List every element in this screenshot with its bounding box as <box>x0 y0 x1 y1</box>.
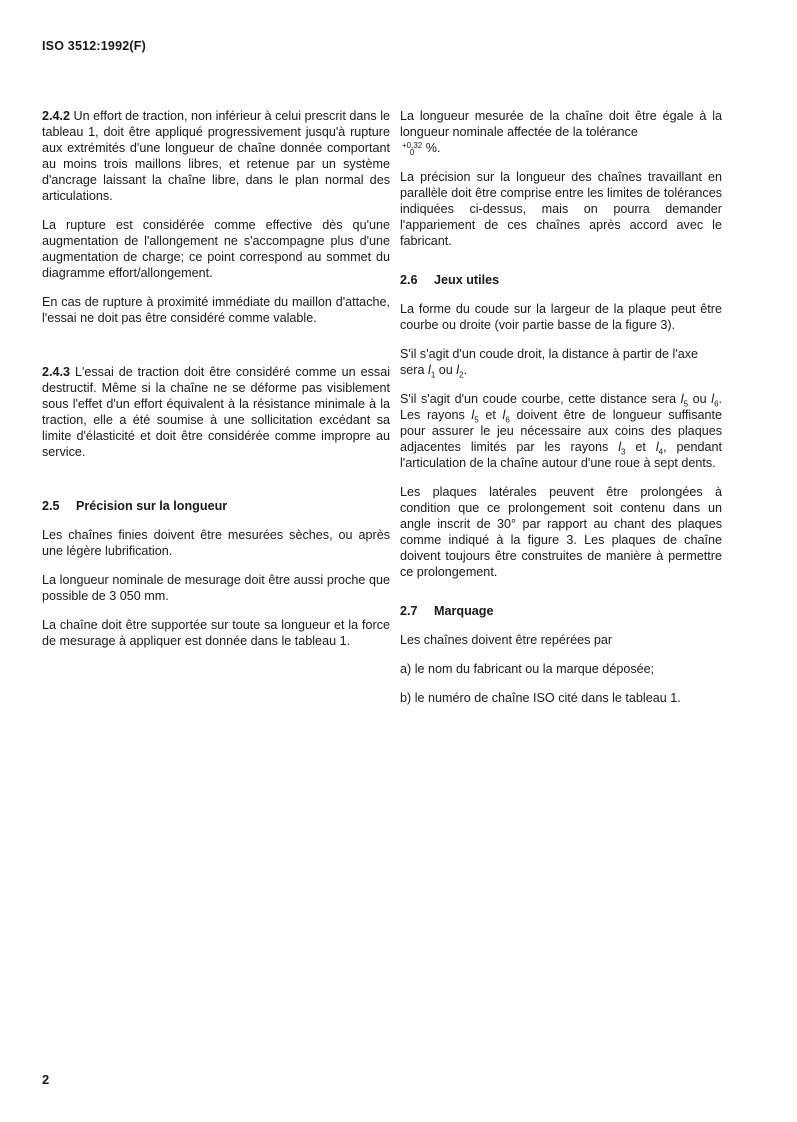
paragraph-text: , pendant l'articulation de la chaîne autour d'une roue à sept dents. <box>400 440 723 470</box>
tolerance-lower: 0 <box>409 147 415 157</box>
left-column <box>42 108 390 649</box>
paragraph-text: La longueur mesurée de la chaîne doit être égale à la longueur nominale affectée de la tolérance <box>400 109 722 139</box>
paragraph-text: S'il s'agit d'un coude droit, la distance à partir de l'axe sera <box>400 347 699 377</box>
subscript: 6 <box>714 399 719 409</box>
punctuation: . <box>718 392 723 406</box>
paragraph-text: L'essai de traction doit être considéré comme un essai destructif. Même si la chaîne ne se déforme pas visiblement sous l'effet d'un effort équivalent à la résistance minimale à la traction, elle a été soumise à une sollicitation excédant sa limite d'élasticité et doit être considérée comme impropre au service. <box>42 365 390 459</box>
symbol-l: l <box>428 363 431 377</box>
symbol-l: l <box>711 392 715 406</box>
section-heading-2-5 <box>42 498 390 514</box>
paragraph-text: Les rayons <box>400 408 465 422</box>
conjunction: et <box>635 440 646 454</box>
subscript: 5 <box>683 399 689 409</box>
paragraph-text: Un effort de traction, non inférieur à celui prescrit dans le tableau 1, doit être appliqué progressivement jusqu'à rupture aux extrémités d'une longueur de chaîne donnée comportant au moins trois maillons libres, et retenue par un système d'ancrage laissant la chaîne libre, dans le plan normal des articulations. <box>42 109 390 203</box>
paragraph-plaques-laterales: Les plaques latérales peuvent être prolongées à condition que ce prolongement soit contenu dans un angle inscrit de 30° par rapport au chant des plaques comme indiqué à la figure 3. Les plaques de chaîne doivent toujours être construites de manière à permettre ce prolongement. <box>400 485 722 579</box>
section-title: Marquage <box>434 604 494 618</box>
section-heading-2-7 <box>400 603 722 619</box>
subscript: 6 <box>505 415 510 425</box>
punctuation: . <box>463 363 468 377</box>
standard-header: ISO 3512:1992(F) <box>42 39 146 53</box>
subscript: 5 <box>474 415 479 425</box>
paragraph-reperees: Les chaînes doivent être repérées par <box>400 633 613 647</box>
paragraph-text: doivent être de longueur suffisante pour assurer le jeu nécessaire aux coins des plaques adjacentes limités par les rayons <box>400 408 723 454</box>
tolerance-unit: %. <box>425 141 441 155</box>
clause-number: 2.4.3 <box>42 365 71 379</box>
list-item-a: a) le nom du fabricant ou la marque déposée; <box>400 662 655 676</box>
paragraph-forme-coude: La forme du coude sur la largeur de la plaque peut être courbe ou droite (voir partie basse de la figure 3). <box>400 302 722 332</box>
paragraph-2-4-3 <box>42 364 390 460</box>
paragraph-rupture: La rupture est considérée comme effective dès qu'une augmentation de l'allongement ne s'accompagne plus d'une augmentation de charge; ce point correspond au sommet du diagramme effort/allongement. <box>42 218 390 280</box>
paragraph-longueur-mesuree <box>400 108 722 156</box>
paragraph-2-4-2 <box>42 108 390 204</box>
subscript: 1 <box>430 370 436 380</box>
section-title: Précision sur la longueur <box>76 499 228 513</box>
symbol-l: l <box>680 392 684 406</box>
paragraph-chaines-finies: Les chaînes finies doivent être mesurées sèches, ou après une légère lubrification. <box>42 528 390 558</box>
clause-number: 2.4.2 <box>42 109 71 123</box>
section-title: Jeux utiles <box>434 273 500 287</box>
paragraph-coude-courbe <box>400 391 722 471</box>
symbol-l: l <box>456 363 460 377</box>
subscript: 3 <box>621 447 626 457</box>
tolerance-upper: +0,32 <box>402 140 423 150</box>
subscript: 4 <box>658 447 664 457</box>
subscript: 2 <box>459 370 464 380</box>
conjunction: et <box>485 408 496 422</box>
section-heading-2-6 <box>400 272 722 288</box>
paragraph-longueur-nominale: La longueur nominale de mesurage doit être aussi proche que possible de 3 050 mm. <box>42 573 390 603</box>
symbol-l: l <box>471 408 475 422</box>
section-number: 2.5 <box>42 499 60 513</box>
paragraph-chaine-supportee: La chaîne doit être supportée sur toute sa longueur et la force de mesurage à appliquer est donnée dans le tableau 1. <box>42 618 390 648</box>
tolerance-value <box>402 142 422 156</box>
paragraph-text: S'il s'agit d'un coude courbe, cette distance sera <box>400 392 677 406</box>
paragraph-precision-parallele: La précision sur la longueur des chaînes travaillant en parallèle doit être comprise entre les limites de tolérances indiquées ci-dessus, mais on pourra demander l'appariement de ces chaînes après accord avec le fabricant. <box>400 170 722 248</box>
conjunction: ou <box>692 392 707 406</box>
right-column <box>400 108 722 706</box>
paragraph-coude-droit <box>400 346 722 378</box>
symbol-l: l <box>655 440 659 454</box>
paragraph-cas-rupture: En cas de rupture à proximité immédiate du maillon d'attache, l'essai ne doit pas être considéré comme valable. <box>42 295 390 325</box>
section-number: 2.6 <box>400 273 418 287</box>
page-number: 2 <box>42 1072 50 1087</box>
symbol-l: l <box>502 408 506 422</box>
symbol-l: l <box>618 440 622 454</box>
conjunction: ou <box>438 363 453 377</box>
list-item-b: b) le numéro de chaîne ISO cité dans le tableau 1. <box>400 691 681 705</box>
section-number: 2.7 <box>400 604 418 618</box>
